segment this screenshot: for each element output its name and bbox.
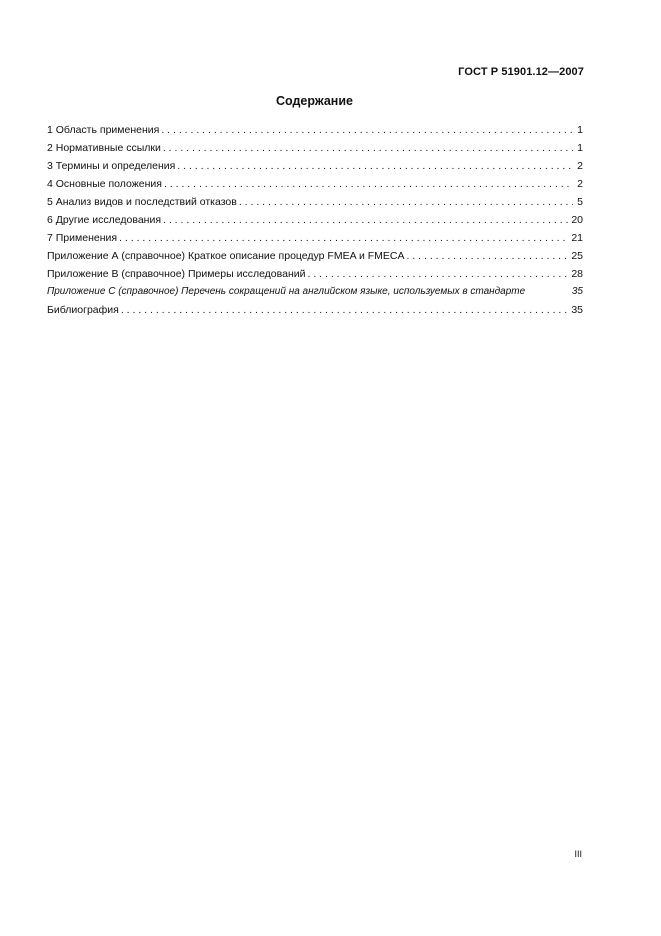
toc-entry[interactable] — [47, 247, 583, 265]
toc-entry-page: 1 — [577, 124, 583, 136]
toc-entry[interactable] — [47, 175, 583, 193]
toc-entry-text: Приложение В (справочное) Примеры исследований — [47, 268, 306, 280]
toc-leader-dots — [307, 265, 569, 283]
toc-entry-text: 1 Область применения — [47, 124, 160, 136]
toc-entry[interactable] — [47, 265, 583, 283]
toc-entry[interactable] — [47, 211, 583, 229]
table-of-contents — [47, 121, 583, 319]
toc-entry-text: 7 Применения — [47, 232, 118, 244]
toc-leader-dots — [164, 175, 573, 193]
toc-leader-dots — [121, 301, 569, 319]
toc-entry-page: 20 — [571, 214, 583, 226]
toc-leader-dots — [163, 139, 573, 157]
toc-entry-page: 28 — [571, 268, 583, 280]
toc-entry-page: 2 — [577, 178, 583, 190]
toc-entry-text: Библиография — [47, 304, 119, 316]
toc-entry-page: 21 — [571, 232, 583, 244]
toc-leader-dots — [239, 193, 573, 211]
toc-entry[interactable] — [47, 301, 583, 319]
toc-leader-dots — [177, 157, 573, 175]
toc-leader-dots — [163, 211, 569, 229]
toc-entry-page: 5 — [577, 196, 583, 208]
toc-leader-dots — [406, 247, 569, 265]
toc-leader-dots — [119, 229, 569, 247]
toc-entry[interactable] — [47, 121, 583, 139]
toc-entry[interactable] — [47, 139, 583, 157]
toc-entry-text: Приложение А (справочное) Краткое описание процедур FMEA и FMECA — [47, 250, 405, 262]
toc-entry-page: 1 — [577, 142, 583, 154]
page-number: III — [574, 849, 582, 859]
toc-leader-dots — [161, 121, 573, 139]
toc-entry[interactable] — [47, 283, 583, 301]
toc-entry-text: 5 Анализ видов и последствий отказов — [47, 196, 237, 208]
toc-entry-page: 35 — [571, 304, 583, 316]
toc-entry-text: 6 Другие исследования — [47, 214, 162, 226]
toc-entry[interactable] — [47, 157, 583, 175]
toc-title: Содержание — [275, 94, 353, 108]
toc-entry-page: 2 — [577, 160, 583, 172]
toc-entry-text: 2 Нормативные ссылки — [47, 142, 161, 154]
toc-entry[interactable] — [47, 193, 583, 211]
toc-entry-text: Приложение С (справочное) Перечень сокращений на английском языке, используемых в стандарте — [47, 286, 526, 297]
toc-entry-page: 35 — [571, 286, 583, 297]
toc-entry-text: 4 Основные положения — [47, 178, 162, 190]
document-code: ГОСТ Р 51901.12—2007 — [458, 66, 584, 78]
toc-entry-text: 3 Термины и определения — [47, 160, 176, 172]
toc-entry[interactable] — [47, 229, 583, 247]
toc-entry-page: 25 — [571, 250, 583, 262]
